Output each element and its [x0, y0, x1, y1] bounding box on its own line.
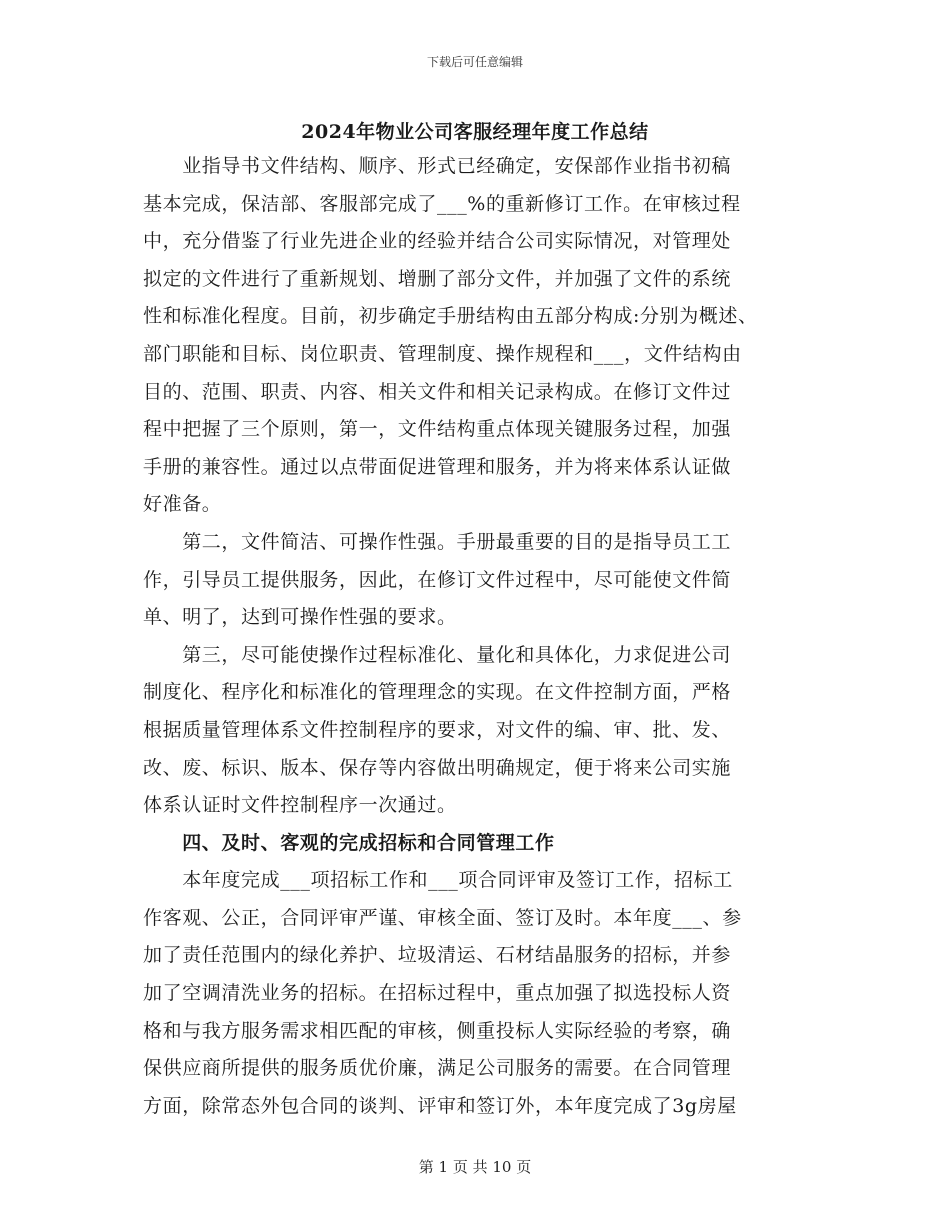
text-line: 中，充分借鉴了行业先进企业的经验并结合公司实际情况，对管理处	[143, 230, 732, 253]
text-line: 部门职能和目标、岗位职责、管理制度、操作规程和___，文件结构由	[143, 342, 742, 365]
document-title: 2024年物业公司客服经理年度工作总结	[301, 121, 649, 143]
text-line: 业指导书文件结构、顺序、形式已经确定，安保部作业指书初稿	[143, 155, 732, 177]
document-body	[143, 148, 811, 1125]
text-line: 手册的兼容性。通过以点带面促进管理和服务，并为将来体系认证做	[143, 455, 732, 478]
text-line: 体系认证时文件控制程序一次通过。	[143, 794, 457, 817]
text-line: 作，引导员工提供服务，因此，在修订文件过程中，尽可能使文件简	[143, 568, 732, 591]
text-line: 程中把握了三个原则，第一，文件结构重点体现关键服务过程，加强	[143, 418, 732, 441]
section-heading: 四、及时、客观的完成招标和合同管理工作	[143, 831, 555, 854]
text-line: 基本完成，保洁部、客服部完成了___%的重新修订工作。在审核过程	[143, 192, 741, 215]
text-line: 保供应商所提供的服务质优价廉，满足公司服务的需要。在合同管理	[143, 1057, 732, 1080]
page-number: 第 1 页 共 10 页	[418, 1158, 532, 1176]
text-line: 性和标准化程度。目前，初步确定手册结构由五部分构成:分别为概述、	[143, 305, 758, 328]
text-line: 格和与我方服务需求相匹配的审核，侧重投标人实际经验的考察，确	[143, 1019, 732, 1042]
text-line: 加了空调清洗业务的招标。在招标过程中，重点加强了拟选投标人资	[143, 982, 732, 1005]
text-line: 好准备。	[143, 493, 222, 516]
text-line: 本年度完成___项招标工作和___项合同评审及签订工作，招标工	[143, 869, 733, 892]
page-header-note: 下载后可任意编辑	[426, 55, 523, 69]
text-line: 作客观、公正，合同评审严谨、审核全面、签订及时。本年度___、参	[143, 906, 742, 929]
text-line: 制度化、程序化和标准化的管理理念的实现。在文件控制方面，严格	[143, 681, 732, 704]
text-line: 拟定的文件进行了重新规划、增删了部分文件，并加强了文件的系统	[143, 267, 732, 290]
text-line: 第三，尽可能使操作过程标准化、量化和具体化，力求促进公司	[143, 643, 732, 666]
text-line: 方面，除常态外包合同的谈判、评审和签订外，本年度完成了3g房屋	[143, 1094, 737, 1117]
text-line: 第二，文件简洁、可操作性强。手册最重要的目的是指导员工工	[143, 530, 732, 553]
text-line: 目的、范围、职责、内容、相关文件和相关记录构成。在修订文件过	[143, 380, 732, 403]
text-line: 改、废、标识、版本、保存等内容做出明确规定，便于将来公司实施	[143, 756, 732, 779]
text-line: 加了责任范围内的绿化养护、垃圾清运、石材结晶服务的招标，并参	[143, 944, 732, 967]
text-line: 根据质量管理体系文件控制程序的要求，对文件的编、审、批、发、	[143, 718, 732, 741]
text-line: 单、明了，达到可操作性强的要求。	[143, 606, 457, 629]
